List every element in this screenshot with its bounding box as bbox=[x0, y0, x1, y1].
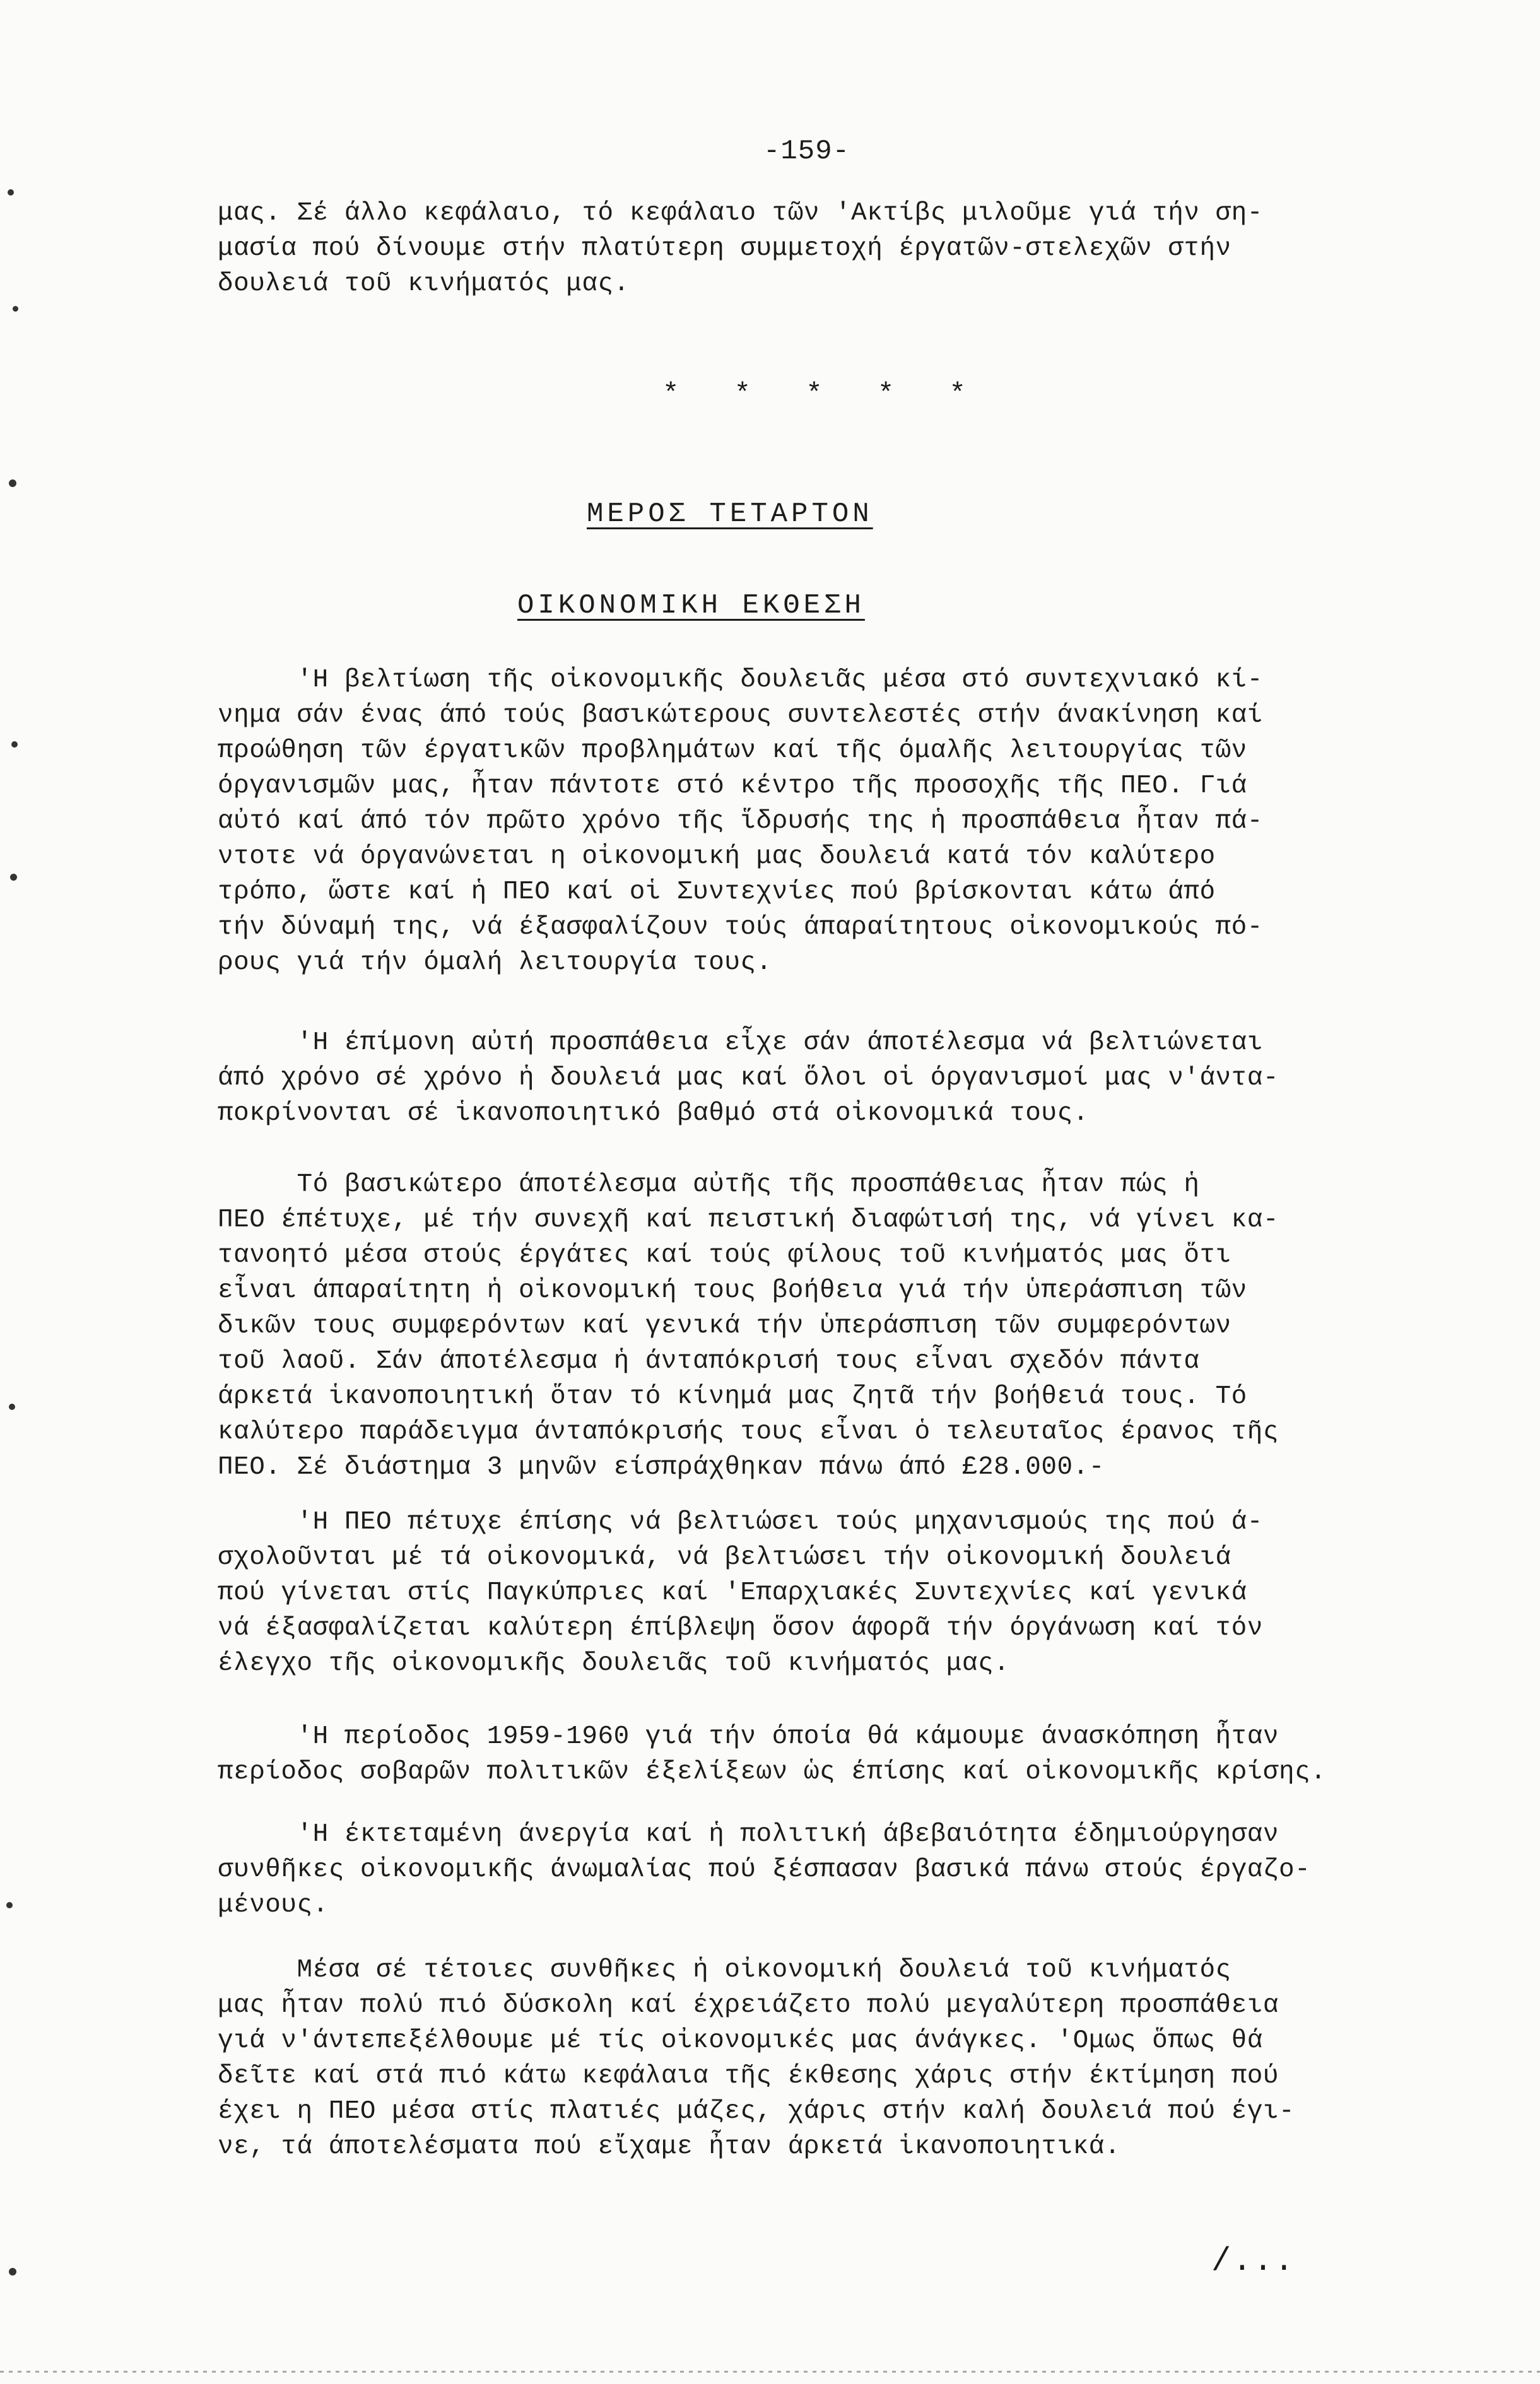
part-title: ΜΕΡΟΣ ΤΕΤΑΡΤΟΝ bbox=[587, 498, 873, 530]
continuation-mark: /... bbox=[1211, 2243, 1295, 2280]
intro-paragraph: μας. Σέ άλλο κεφάλαιο, τό κεφάλαιο τῶν 'Ακτίβς μιλοῦμε γιά τήν ση- μασία πού δίνουμε στήν πλατύτερη συμμετοχή έργατῶν-στελεχῶν στήν δουλειά τοῦ κινήματός μας. bbox=[218, 199, 1263, 298]
scan-speck bbox=[6, 1902, 13, 1908]
paragraph: Τό βασικώτερο άποτέλεσμα αὐτῆς τῆς προσπάθειας ἦταν πώς ἡ ΠΕΟ έπέτυχε, μέ τήν συνεχῆ καί πειστική διαφώτισή της, νά γίνει κα- τανοητό μέσα στούς έργάτες καί τούς φίλους τοῦ κινήματός μας ὅτι εἶναι άπαραίτητη ἡ οἰκονομική τους βοήθεια γιά τήν ὑπεράσπιση τῶν δικῶν τους συμφερόντων καί γενικά τήν ὑπεράσπιση τῶν συμφερόντων τοῦ λαοῦ. Σάν άποτέλεσμα ἡ άνταπόκρισή τους εἶναι σχεδόν πάντα άρκετά ἱκανοποιητική ὅταν τό κίνημά μας ζητᾶ τήν βοήθειά τους. Τό καλύτερο παράδειγμα άνταπόκρισής τους εἶναι ὁ τελευταῖος έρανος τῆς ΠΕΟ. Σέ διάστημα 3 μηνῶν είσπράχθηκαν πάνω άπό £28.000.- bbox=[218, 1170, 1279, 1482]
section-separator: * * * * * bbox=[662, 379, 967, 410]
scan-speck bbox=[11, 741, 18, 748]
paragraph: Μέσα σέ τέτοιες συνθῆκες ἡ οἰκονομική δουλειά τοῦ κινήματός μας ἦταν πολύ πιό δύσκολη καί έχρειάζετο πολύ μεγαλύτερη προσπάθεια γιά ν'άντεπεξέλθουμε μέ τίς οἰκονομικές μας άνάγκες. 'Ομως ὅπως θά δεῖτε καί στά πιό κάτω κεφάλαια τῆς έκθεσης χάρις στήν έκτίμηση πού έχει η ΠΕΟ μέσα στίς πλατιές μάζες, χάρις στήν καλή δουλειά πού έγι- νε, τά άποτελέσματα πού εἴχαμε ἦταν άρκετά ἱκανοποιητικά. bbox=[218, 1956, 1295, 2161]
scan-speck bbox=[8, 189, 14, 196]
scan-speck bbox=[10, 874, 17, 881]
report-title: ΟΙΚΟΝΟΜΙΚΗ ΕΚΘΕΣΗ bbox=[517, 590, 865, 621]
scan-speck bbox=[9, 479, 16, 487]
paragraph: 'Η έκτεταμένη άνεργία καί ἡ πολιτική άβεβαιότητα έδημιούργησαν συνθῆκες οἰκονομικῆς άνωμαλίας πού ξέσπασαν βασικά πάνω στούς έργαζο- μένους. bbox=[218, 1820, 1311, 1920]
scan-speck bbox=[13, 306, 18, 312]
scan-speck bbox=[9, 1404, 15, 1410]
paragraph: 'Η περίοδος 1959-1960 γιά τήν όποία θά κάμουμε άνασκόπηση ἦταν περίοδος σοβαρῶν πολιτικῶν έξελίξεων ὡς έπίσης καί οἰκονομικῆς κρίσης. bbox=[218, 1722, 1327, 1787]
scan-edge bbox=[0, 2371, 1540, 2373]
page-number: -159- bbox=[763, 136, 850, 167]
scan-speck bbox=[9, 2268, 16, 2275]
paragraph: 'Η ΠΕΟ πέτυχε έπίσης νά βελτιώσει τούς μηχανισμούς της πού ά- σχολοῦνται μέ τά οἰκονομικά, νά βελτιώσει τήν οἰκονομική δουλειά πού γίνεται στίς Παγκύπριες καί 'Επαρχιακές Συντεχνίες καί γενικά νά έξασφαλίζεται καλύτερη έπίβλεψη ὅσον άφορᾶ τήν όργάνωση καί τόν έλεγχο τῆς οἰκονομικῆς δουλειᾶς τοῦ κινήματός μας. bbox=[218, 1508, 1263, 1678]
paragraph: 'Η έπίμονη αὐτή προσπάθεια εἶχε σάν άποτέλεσμα νά βελτιώνεται άπό χρόνο σέ χρόνο ἡ δουλειά μας καί ὅλοι οἱ όργανισμοί μας ν'άντα- ποκρίνονται σέ ἱκανοποιητικό βαθμό στά οἰκονομικά τους. bbox=[218, 1028, 1279, 1128]
paragraph: 'Η βελτίωση τῆς οἰκονομικῆς δουλειᾶς μέσα στό συντεχνιακό κί- νημα σάν ένας άπό τούς βασικώτερους συντελεστές στήν άνακίνηση καί προώθηση τῶν έργατικῶν προβλημάτων καί τῆς όμαλῆς λειτουργίας τῶν όργανισμῶν μας, ἦταν πάντοτε στό κέντρο τῆς προσοχῆς τῆς ΠΕΟ. Γιά αὐτό καί άπό τόν πρῶτο χρόνο τῆς ἵδρυσής της ἡ προσπάθεια ἦταν πά- ντοτε νά όργανώνεται η οἰκονομική μας δουλειά κατά τόν καλύτερο τρόπο, ὥστε καί ἡ ΠΕΟ καί οἱ Συντεχνίες πού βρίσκονται κάτω άπό τήν δύναμή της, νά έξασφαλίζουν τούς άπαραίτητους οἰκονομικούς πό- ρους γιά τήν όμαλή λειτουργία τους. bbox=[218, 666, 1263, 977]
